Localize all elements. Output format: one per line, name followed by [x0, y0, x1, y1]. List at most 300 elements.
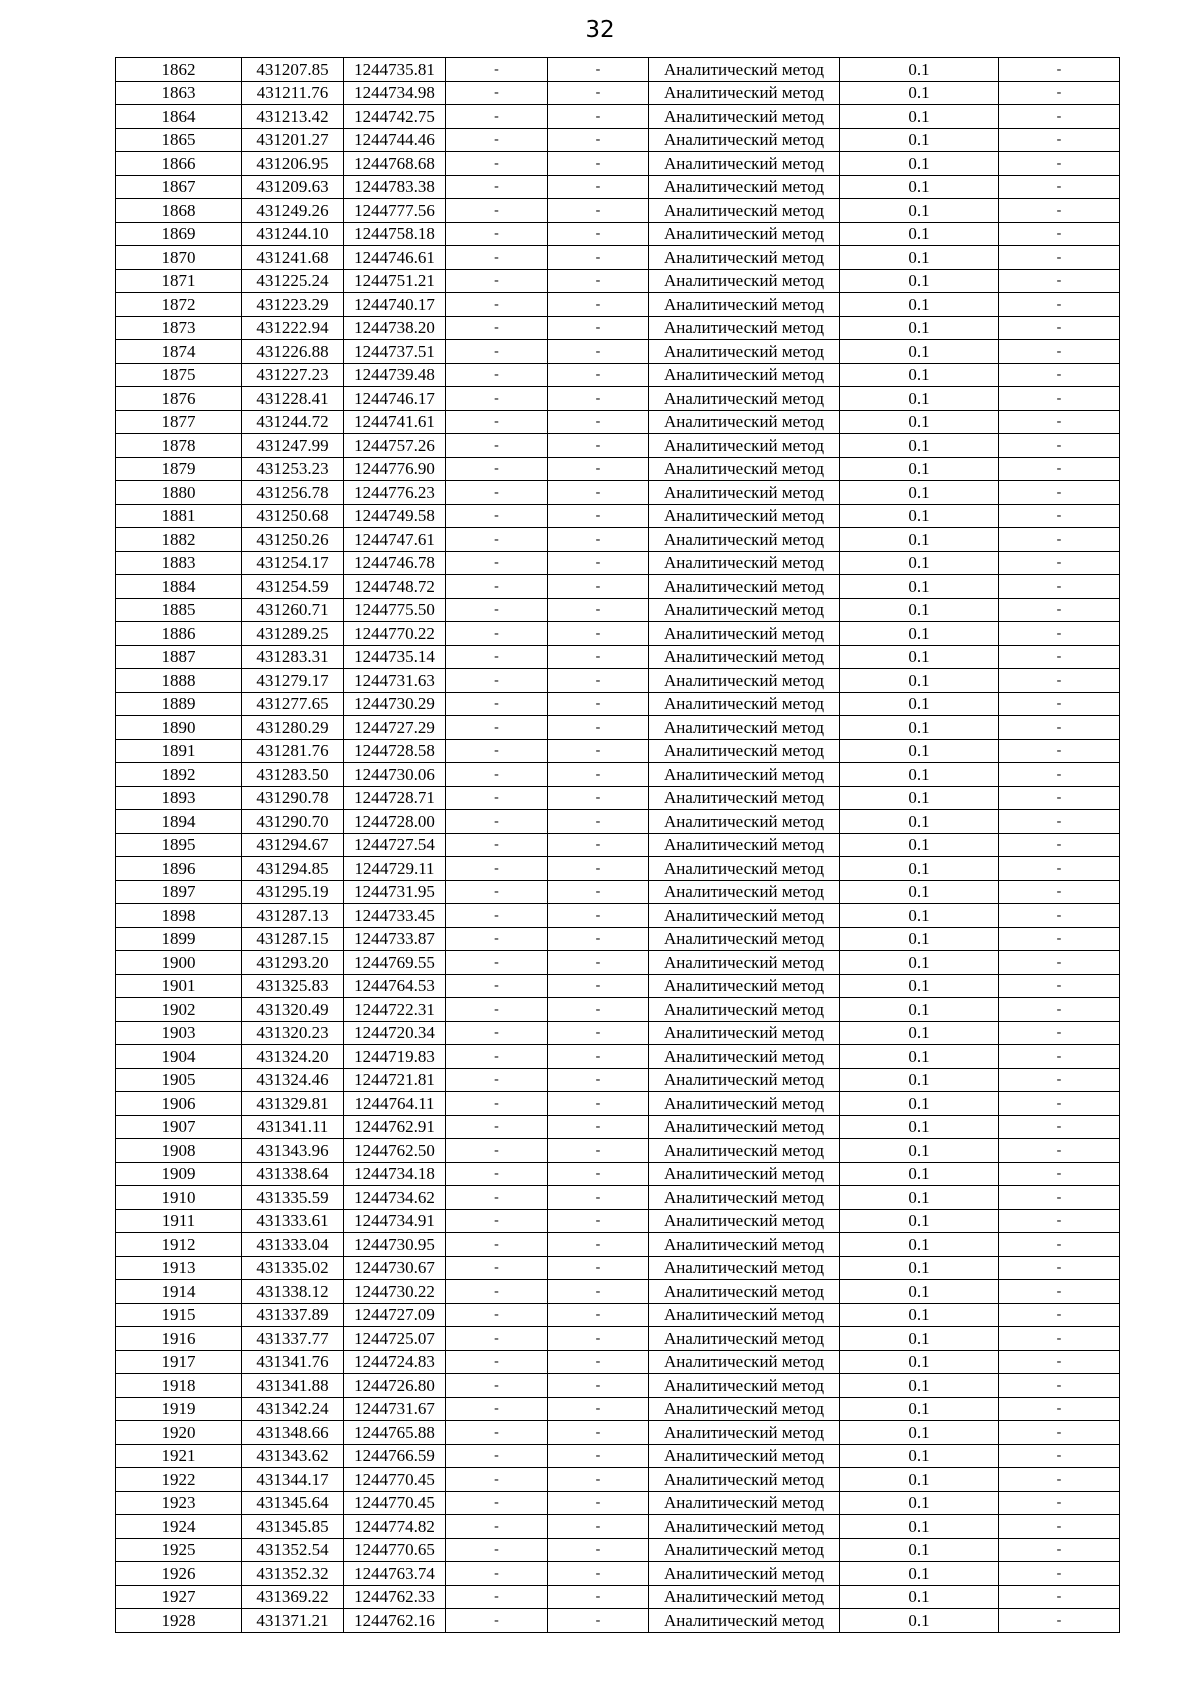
method-cell: Аналитический метод	[649, 692, 840, 716]
empty-value-cell: -	[999, 880, 1120, 904]
x-coordinate-cell: 431341.76	[242, 1350, 344, 1374]
empty-value-cell: -	[446, 998, 548, 1022]
method-cell: Аналитический метод	[649, 716, 840, 740]
y-coordinate-cell: 1244769.55	[344, 951, 446, 975]
empty-value-cell: -	[999, 974, 1120, 998]
empty-value-cell: -	[999, 951, 1120, 975]
empty-value-cell: -	[999, 857, 1120, 881]
method-cell: Аналитический метод	[649, 998, 840, 1022]
empty-value-cell: -	[999, 293, 1120, 317]
method-cell: Аналитический метод	[649, 786, 840, 810]
empty-value-cell: -	[548, 222, 649, 246]
empty-value-cell: -	[446, 81, 548, 105]
empty-value-cell: -	[446, 1585, 548, 1609]
y-coordinate-cell: 1244763.74	[344, 1562, 446, 1586]
empty-value-cell: -	[548, 1491, 649, 1515]
table-row	[116, 81, 1120, 105]
table-row	[116, 645, 1120, 669]
x-coordinate-cell: 431337.89	[242, 1303, 344, 1327]
x-coordinate-cell: 431250.68	[242, 504, 344, 528]
empty-value-cell: -	[999, 1303, 1120, 1327]
empty-value-cell: -	[548, 1233, 649, 1257]
accuracy-cell: 0.1	[840, 1068, 999, 1092]
method-cell: Аналитический метод	[649, 1491, 840, 1515]
empty-value-cell: -	[999, 1045, 1120, 1069]
point-number-cell: 1890	[116, 716, 242, 740]
empty-value-cell: -	[548, 645, 649, 669]
accuracy-cell: 0.1	[840, 316, 999, 340]
y-coordinate-cell: 1244727.29	[344, 716, 446, 740]
empty-value-cell: -	[999, 1468, 1120, 1492]
accuracy-cell: 0.1	[840, 81, 999, 105]
method-cell: Аналитический метод	[649, 128, 840, 152]
accuracy-cell: 0.1	[840, 1374, 999, 1398]
empty-value-cell: -	[446, 575, 548, 599]
y-coordinate-cell: 1244728.58	[344, 739, 446, 763]
empty-value-cell: -	[446, 363, 548, 387]
table-row	[116, 222, 1120, 246]
empty-value-cell: -	[548, 434, 649, 458]
x-coordinate-cell: 431345.85	[242, 1515, 344, 1539]
empty-value-cell: -	[999, 1350, 1120, 1374]
x-coordinate-cell: 431254.59	[242, 575, 344, 599]
accuracy-cell: 0.1	[840, 387, 999, 411]
y-coordinate-cell: 1244742.75	[344, 105, 446, 129]
method-cell: Аналитический метод	[649, 175, 840, 199]
y-coordinate-cell: 1244770.65	[344, 1538, 446, 1562]
point-number-cell: 1879	[116, 457, 242, 481]
empty-value-cell: -	[446, 340, 548, 364]
method-cell: Аналитический метод	[649, 1303, 840, 1327]
x-coordinate-cell: 431329.81	[242, 1092, 344, 1116]
empty-value-cell: -	[446, 1162, 548, 1186]
accuracy-cell: 0.1	[840, 998, 999, 1022]
y-coordinate-cell: 1244744.46	[344, 128, 446, 152]
empty-value-cell: -	[446, 927, 548, 951]
accuracy-cell: 0.1	[840, 857, 999, 881]
y-coordinate-cell: 1244770.22	[344, 622, 446, 646]
empty-value-cell: -	[446, 293, 548, 317]
y-coordinate-cell: 1244766.59	[344, 1444, 446, 1468]
y-coordinate-cell: 1244724.83	[344, 1350, 446, 1374]
empty-value-cell: -	[999, 1092, 1120, 1116]
method-cell: Аналитический метод	[649, 340, 840, 364]
x-coordinate-cell: 431352.32	[242, 1562, 344, 1586]
x-coordinate-cell: 431294.85	[242, 857, 344, 881]
y-coordinate-cell: 1244738.20	[344, 316, 446, 340]
accuracy-cell: 0.1	[840, 1397, 999, 1421]
empty-value-cell: -	[446, 1515, 548, 1539]
method-cell: Аналитический метод	[649, 551, 840, 575]
empty-value-cell: -	[446, 904, 548, 928]
empty-value-cell: -	[446, 410, 548, 434]
accuracy-cell: 0.1	[840, 669, 999, 693]
method-cell: Аналитический метод	[649, 857, 840, 881]
method-cell: Аналитический метод	[649, 1139, 840, 1163]
table-row	[116, 316, 1120, 340]
empty-value-cell: -	[999, 387, 1120, 411]
table-row	[116, 998, 1120, 1022]
accuracy-cell: 0.1	[840, 199, 999, 223]
empty-value-cell: -	[548, 1585, 649, 1609]
empty-value-cell: -	[548, 152, 649, 176]
empty-value-cell: -	[548, 998, 649, 1022]
y-coordinate-cell: 1244727.09	[344, 1303, 446, 1327]
y-coordinate-cell: 1244746.17	[344, 387, 446, 411]
accuracy-cell: 0.1	[840, 222, 999, 246]
empty-value-cell: -	[548, 974, 649, 998]
table-row	[116, 810, 1120, 834]
empty-value-cell: -	[999, 1562, 1120, 1586]
accuracy-cell: 0.1	[840, 1209, 999, 1233]
point-number-cell: 1920	[116, 1421, 242, 1445]
empty-value-cell: -	[999, 692, 1120, 716]
point-number-cell: 1877	[116, 410, 242, 434]
method-cell: Аналитический метод	[649, 1374, 840, 1398]
table-row	[116, 175, 1120, 199]
accuracy-cell: 0.1	[840, 293, 999, 317]
table-row	[116, 1068, 1120, 1092]
x-coordinate-cell: 431228.41	[242, 387, 344, 411]
accuracy-cell: 0.1	[840, 1468, 999, 1492]
point-number-cell: 1881	[116, 504, 242, 528]
point-number-cell: 1892	[116, 763, 242, 787]
empty-value-cell: -	[446, 152, 548, 176]
table-row	[116, 1139, 1120, 1163]
x-coordinate-cell: 431280.29	[242, 716, 344, 740]
method-cell: Аналитический метод	[649, 58, 840, 82]
table-row	[116, 105, 1120, 129]
table-row	[116, 152, 1120, 176]
point-number-cell: 1880	[116, 481, 242, 505]
x-coordinate-cell: 431341.88	[242, 1374, 344, 1398]
accuracy-cell: 0.1	[840, 645, 999, 669]
method-cell: Аналитический метод	[649, 1280, 840, 1304]
method-cell: Аналитический метод	[649, 763, 840, 787]
point-number-cell: 1891	[116, 739, 242, 763]
empty-value-cell: -	[548, 598, 649, 622]
method-cell: Аналитический метод	[649, 269, 840, 293]
accuracy-cell: 0.1	[840, 1256, 999, 1280]
empty-value-cell: -	[548, 951, 649, 975]
y-coordinate-cell: 1244735.81	[344, 58, 446, 82]
empty-value-cell: -	[999, 1115, 1120, 1139]
y-coordinate-cell: 1244741.61	[344, 410, 446, 434]
point-number-cell: 1909	[116, 1162, 242, 1186]
method-cell: Аналитический метод	[649, 246, 840, 270]
empty-value-cell: -	[548, 199, 649, 223]
y-coordinate-cell: 1244775.50	[344, 598, 446, 622]
empty-value-cell: -	[446, 434, 548, 458]
y-coordinate-cell: 1244764.11	[344, 1092, 446, 1116]
empty-value-cell: -	[999, 504, 1120, 528]
method-cell: Аналитический метод	[649, 1538, 840, 1562]
empty-value-cell: -	[999, 528, 1120, 552]
method-cell: Аналитический метод	[649, 1468, 840, 1492]
method-cell: Аналитический метод	[649, 810, 840, 834]
empty-value-cell: -	[999, 1515, 1120, 1539]
accuracy-cell: 0.1	[840, 622, 999, 646]
empty-value-cell: -	[999, 1585, 1120, 1609]
accuracy-cell: 0.1	[840, 739, 999, 763]
table-row	[116, 128, 1120, 152]
empty-value-cell: -	[999, 645, 1120, 669]
point-number-cell: 1912	[116, 1233, 242, 1257]
y-coordinate-cell: 1244735.14	[344, 645, 446, 669]
x-coordinate-cell: 431211.76	[242, 81, 344, 105]
method-cell: Аналитический метод	[649, 1397, 840, 1421]
table-row	[116, 1609, 1120, 1633]
point-number-cell: 1894	[116, 810, 242, 834]
point-number-cell: 1897	[116, 880, 242, 904]
method-cell: Аналитический метод	[649, 1562, 840, 1586]
x-coordinate-cell: 431283.31	[242, 645, 344, 669]
method-cell: Аналитический метод	[649, 316, 840, 340]
method-cell: Аналитический метод	[649, 904, 840, 928]
accuracy-cell: 0.1	[840, 551, 999, 575]
table-row	[116, 1092, 1120, 1116]
point-number-cell: 1896	[116, 857, 242, 881]
y-coordinate-cell: 1244726.80	[344, 1374, 446, 1398]
empty-value-cell: -	[999, 716, 1120, 740]
table-row	[116, 880, 1120, 904]
y-coordinate-cell: 1244734.18	[344, 1162, 446, 1186]
point-number-cell: 1928	[116, 1609, 242, 1633]
point-number-cell: 1862	[116, 58, 242, 82]
y-coordinate-cell: 1244774.82	[344, 1515, 446, 1539]
method-cell: Аналитический метод	[649, 363, 840, 387]
method-cell: Аналитический метод	[649, 1256, 840, 1280]
method-cell: Аналитический метод	[649, 1045, 840, 1069]
method-cell: Аналитический метод	[649, 1327, 840, 1351]
accuracy-cell: 0.1	[840, 974, 999, 998]
empty-value-cell: -	[446, 222, 548, 246]
point-number-cell: 1907	[116, 1115, 242, 1139]
method-cell: Аналитический метод	[649, 1021, 840, 1045]
point-number-cell: 1908	[116, 1139, 242, 1163]
point-number-cell: 1925	[116, 1538, 242, 1562]
point-number-cell: 1926	[116, 1562, 242, 1586]
accuracy-cell: 0.1	[840, 1139, 999, 1163]
y-coordinate-cell: 1244734.62	[344, 1186, 446, 1210]
accuracy-cell: 0.1	[840, 481, 999, 505]
table-row	[116, 904, 1120, 928]
table-row	[116, 551, 1120, 575]
x-coordinate-cell: 431344.17	[242, 1468, 344, 1492]
method-cell: Аналитический метод	[649, 481, 840, 505]
x-coordinate-cell: 431279.17	[242, 669, 344, 693]
accuracy-cell: 0.1	[840, 1162, 999, 1186]
method-cell: Аналитический метод	[649, 457, 840, 481]
table-row	[116, 1515, 1120, 1539]
empty-value-cell: -	[999, 1421, 1120, 1445]
y-coordinate-cell: 1244731.95	[344, 880, 446, 904]
empty-value-cell: -	[446, 692, 548, 716]
y-coordinate-cell: 1244762.33	[344, 1585, 446, 1609]
table-row	[116, 363, 1120, 387]
empty-value-cell: -	[999, 340, 1120, 364]
method-cell: Аналитический метод	[649, 1585, 840, 1609]
empty-value-cell: -	[548, 105, 649, 129]
empty-value-cell: -	[446, 1068, 548, 1092]
empty-value-cell: -	[999, 1327, 1120, 1351]
y-coordinate-cell: 1244762.50	[344, 1139, 446, 1163]
point-number-cell: 1885	[116, 598, 242, 622]
empty-value-cell: -	[999, 598, 1120, 622]
empty-value-cell: -	[446, 645, 548, 669]
point-number-cell: 1901	[116, 974, 242, 998]
point-number-cell: 1910	[116, 1186, 242, 1210]
method-cell: Аналитический метод	[649, 1421, 840, 1445]
accuracy-cell: 0.1	[840, 246, 999, 270]
y-coordinate-cell: 1244719.83	[344, 1045, 446, 1069]
point-number-cell: 1918	[116, 1374, 242, 1398]
x-coordinate-cell: 431209.63	[242, 175, 344, 199]
empty-value-cell: -	[999, 1186, 1120, 1210]
y-coordinate-cell: 1244776.90	[344, 457, 446, 481]
empty-value-cell: -	[548, 363, 649, 387]
table-row	[116, 1045, 1120, 1069]
y-coordinate-cell: 1244740.17	[344, 293, 446, 317]
y-coordinate-cell: 1244770.45	[344, 1491, 446, 1515]
method-cell: Аналитический метод	[649, 951, 840, 975]
empty-value-cell: -	[548, 1609, 649, 1633]
x-coordinate-cell: 431369.22	[242, 1585, 344, 1609]
empty-value-cell: -	[548, 504, 649, 528]
empty-value-cell: -	[999, 269, 1120, 293]
y-coordinate-cell: 1244730.67	[344, 1256, 446, 1280]
empty-value-cell: -	[999, 1139, 1120, 1163]
empty-value-cell: -	[999, 1068, 1120, 1092]
x-coordinate-cell: 431295.19	[242, 880, 344, 904]
empty-value-cell: -	[999, 128, 1120, 152]
empty-value-cell: -	[548, 622, 649, 646]
x-coordinate-cell: 431227.23	[242, 363, 344, 387]
accuracy-cell: 0.1	[840, 763, 999, 787]
accuracy-cell: 0.1	[840, 528, 999, 552]
y-coordinate-cell: 1244720.34	[344, 1021, 446, 1045]
empty-value-cell: -	[446, 833, 548, 857]
table-row	[116, 1491, 1120, 1515]
point-number-cell: 1866	[116, 152, 242, 176]
x-coordinate-cell: 431277.65	[242, 692, 344, 716]
x-coordinate-cell: 431289.25	[242, 622, 344, 646]
x-coordinate-cell: 431345.64	[242, 1491, 344, 1515]
empty-value-cell: -	[548, 1374, 649, 1398]
empty-value-cell: -	[548, 833, 649, 857]
empty-value-cell: -	[999, 1444, 1120, 1468]
empty-value-cell: -	[446, 1209, 548, 1233]
table-row	[116, 927, 1120, 951]
table-row	[116, 951, 1120, 975]
accuracy-cell: 0.1	[840, 1609, 999, 1633]
empty-value-cell: -	[446, 1021, 548, 1045]
x-coordinate-cell: 431256.78	[242, 481, 344, 505]
accuracy-cell: 0.1	[840, 1045, 999, 1069]
empty-value-cell: -	[548, 1092, 649, 1116]
x-coordinate-cell: 431341.11	[242, 1115, 344, 1139]
empty-value-cell: -	[999, 199, 1120, 223]
empty-value-cell: -	[548, 551, 649, 575]
empty-value-cell: -	[446, 1444, 548, 1468]
point-number-cell: 1870	[116, 246, 242, 270]
accuracy-cell: 0.1	[840, 786, 999, 810]
empty-value-cell: -	[446, 1256, 548, 1280]
table-row	[116, 1468, 1120, 1492]
empty-value-cell: -	[548, 739, 649, 763]
empty-value-cell: -	[446, 58, 548, 82]
method-cell: Аналитический метод	[649, 974, 840, 998]
empty-value-cell: -	[548, 175, 649, 199]
empty-value-cell: -	[999, 105, 1120, 129]
empty-value-cell: -	[999, 575, 1120, 599]
table-row	[116, 598, 1120, 622]
y-coordinate-cell: 1244746.61	[344, 246, 446, 270]
empty-value-cell: -	[548, 857, 649, 881]
y-coordinate-cell: 1244734.98	[344, 81, 446, 105]
y-coordinate-cell: 1244747.61	[344, 528, 446, 552]
table-row	[116, 1350, 1120, 1374]
empty-value-cell: -	[999, 222, 1120, 246]
accuracy-cell: 0.1	[840, 880, 999, 904]
method-cell: Аналитический метод	[649, 1515, 840, 1539]
empty-value-cell: -	[548, 410, 649, 434]
method-cell: Аналитический метод	[649, 152, 840, 176]
empty-value-cell: -	[999, 1256, 1120, 1280]
table-row	[116, 833, 1120, 857]
empty-value-cell: -	[548, 269, 649, 293]
empty-value-cell: -	[999, 152, 1120, 176]
y-coordinate-cell: 1244731.63	[344, 669, 446, 693]
method-cell: Аналитический метод	[649, 669, 840, 693]
table-row	[116, 199, 1120, 223]
y-coordinate-cell: 1244737.51	[344, 340, 446, 364]
empty-value-cell: -	[548, 1280, 649, 1304]
y-coordinate-cell: 1244722.31	[344, 998, 446, 1022]
table-row	[116, 1162, 1120, 1186]
table-row	[116, 410, 1120, 434]
empty-value-cell: -	[548, 340, 649, 364]
x-coordinate-cell: 431352.54	[242, 1538, 344, 1562]
empty-value-cell: -	[548, 1397, 649, 1421]
accuracy-cell: 0.1	[840, 1115, 999, 1139]
x-coordinate-cell: 431371.21	[242, 1609, 344, 1633]
y-coordinate-cell: 1244728.00	[344, 810, 446, 834]
empty-value-cell: -	[446, 716, 548, 740]
empty-value-cell: -	[446, 622, 548, 646]
table-row	[116, 1421, 1120, 1445]
point-number-cell: 1865	[116, 128, 242, 152]
empty-value-cell: -	[999, 833, 1120, 857]
point-number-cell: 1875	[116, 363, 242, 387]
y-coordinate-cell: 1244751.21	[344, 269, 446, 293]
method-cell: Аналитический метод	[649, 504, 840, 528]
x-coordinate-cell: 431201.27	[242, 128, 344, 152]
accuracy-cell: 0.1	[840, 152, 999, 176]
method-cell: Аналитический метод	[649, 222, 840, 246]
empty-value-cell: -	[548, 58, 649, 82]
method-cell: Аналитический метод	[649, 1609, 840, 1633]
accuracy-cell: 0.1	[840, 716, 999, 740]
empty-value-cell: -	[446, 1139, 548, 1163]
method-cell: Аналитический метод	[649, 528, 840, 552]
x-coordinate-cell: 431324.46	[242, 1068, 344, 1092]
method-cell: Аналитический метод	[649, 387, 840, 411]
empty-value-cell: -	[999, 316, 1120, 340]
point-number-cell: 1905	[116, 1068, 242, 1092]
accuracy-cell: 0.1	[840, 1350, 999, 1374]
empty-value-cell: -	[446, 528, 548, 552]
